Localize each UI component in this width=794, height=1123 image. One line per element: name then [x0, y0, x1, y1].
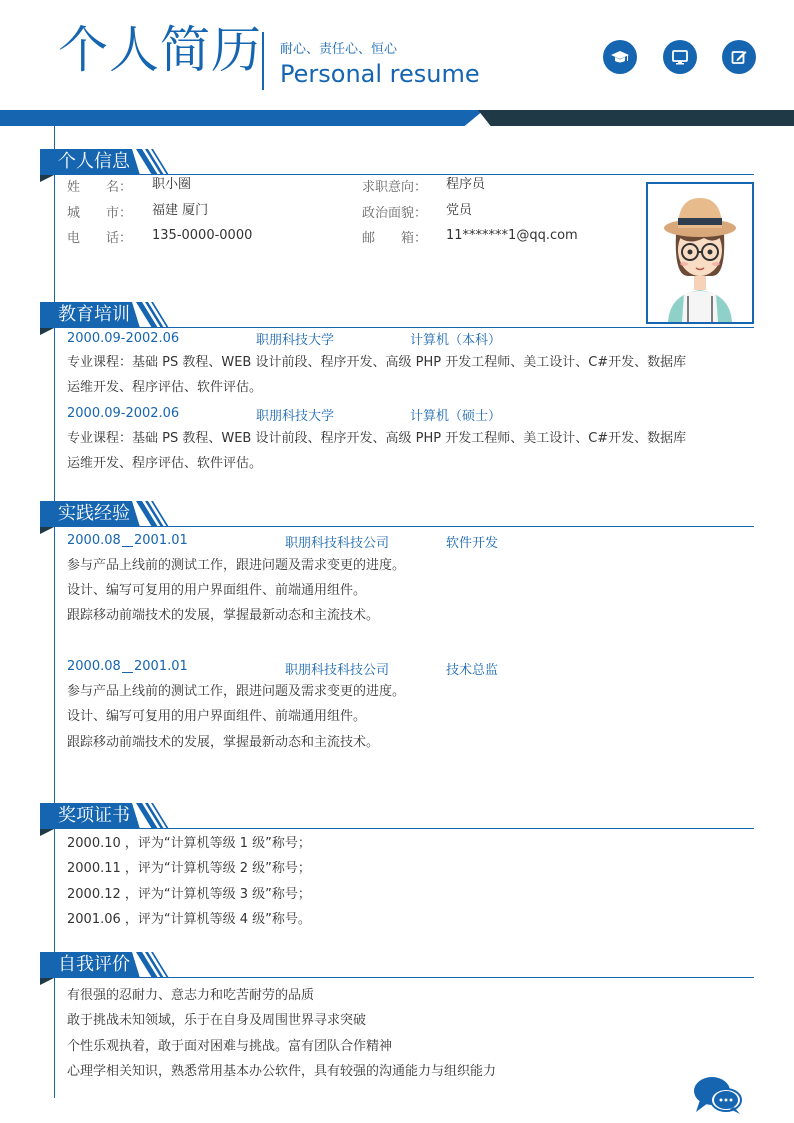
section-title: 个人信息 — [58, 151, 130, 172]
education-courses-cont: 运维开发、程序评估、软件评估。 — [67, 380, 263, 395]
experience-line: 参与产品上线前的测试工作，跟进问题及需求变更的进度。 — [67, 558, 406, 573]
education-period: 2000.09-2002.06 — [67, 406, 180, 421]
intent-value: 程序员 — [446, 177, 486, 192]
education-major: 计算机（硕士） — [410, 409, 502, 424]
email-value: 11*******1@qq.com — [446, 228, 578, 243]
politics-label: 政治面貌： — [362, 206, 428, 221]
experience-start: 2000.08 — [67, 659, 121, 674]
name-value: 职小圈 — [152, 177, 192, 192]
experience-start: 2000.08 — [67, 533, 121, 548]
section-title: 自我评价 — [58, 954, 130, 975]
tagline: 耐心、责任心、恒心 — [280, 42, 398, 57]
resume-title-english: Personal resume — [280, 60, 480, 88]
education-school: 职朋科技大学 — [256, 333, 335, 348]
chat-bubble-icon — [692, 1074, 744, 1116]
header-band-dark — [478, 110, 794, 126]
section-title: 奖项证书 — [58, 805, 130, 826]
experience-line: 参与产品上线前的测试工作，跟进问题及需求变更的进度。 — [67, 684, 406, 699]
experience-line: 设计、编写可复用的用户界面组件、前端通用组件。 — [67, 583, 367, 598]
experience-end: 2001.01 — [134, 533, 188, 548]
header-band-blue — [0, 110, 484, 126]
self-evaluation-item: 有很强的忍耐力、意志力和吃苦耐劳的品质 — [67, 988, 315, 1003]
date-dash — [122, 672, 133, 673]
award-item: 2000.12 ，评为“计算机等级 3 级”称号； — [67, 887, 311, 902]
name-label: 姓 名： — [67, 180, 133, 195]
resume-title: 个人简历 — [58, 21, 262, 79]
education-period: 2000.09-2002.06 — [67, 331, 180, 346]
graduation-cap-icon — [603, 40, 637, 74]
self-evaluation-item: 个性乐观执着，敢于面对困难与挑战。富有团队合作精神 — [67, 1039, 393, 1054]
section-title: 教育培训 — [58, 304, 130, 325]
section-header-self-evaluation — [40, 952, 754, 986]
experience-role: 软件开发 — [446, 536, 499, 551]
education-courses-cont: 运维开发、程序评估、软件评估。 — [67, 456, 263, 471]
experience-line: 跟踪移动前端技术的发展，掌握最新动态和主流技术。 — [67, 735, 380, 750]
city-value: 福建 厦门 — [152, 203, 209, 218]
date-dash — [122, 546, 133, 547]
education-courses: 专业课程：基础 PS 教程、WEB 设计前段、程序开发、高级 PHP 开发工程师、美工设计、C#开发、数据库 — [67, 431, 687, 446]
award-item: 2001.06 ，评为“计算机等级 4 级”称号。 — [67, 912, 311, 927]
section-header-awards — [40, 803, 754, 837]
self-evaluation-item: 心理学相关知识，熟悉常用基本办公软件，具有较强的沟通能力与组织能力 — [67, 1064, 497, 1079]
experience-line: 设计、编写可复用的用户界面组件、前端通用组件。 — [67, 709, 367, 724]
politics-value: 党员 — [446, 203, 473, 218]
intent-label: 求职意向： — [362, 180, 428, 195]
experience-line: 跟踪移动前端技术的发展，掌握最新动态和主流技术。 — [67, 608, 380, 623]
experience-company: 职朋科技科技公司 — [285, 663, 390, 678]
phone-label: 电 话： — [67, 231, 133, 246]
experience-role: 技术总监 — [446, 663, 499, 678]
phone-value: 135-0000-0000 — [152, 228, 253, 243]
city-label: 城 市： — [67, 206, 133, 221]
monitor-icon — [663, 40, 697, 74]
education-major: 计算机（本科） — [410, 333, 502, 348]
experience-end: 2001.01 — [134, 659, 188, 674]
section-header-experience — [40, 501, 754, 535]
education-school: 职朋科技大学 — [256, 409, 335, 424]
experience-company: 职朋科技科技公司 — [285, 536, 390, 551]
education-courses: 专业课程：基础 PS 教程、WEB 设计前段、程序开发、高级 PHP 开发工程师、美工设计、C#开发、数据库 — [67, 355, 687, 370]
award-item: 2000.11 ，评为“计算机等级 2 级”称号； — [67, 861, 311, 876]
edit-icon — [722, 40, 756, 74]
section-title: 实践经验 — [58, 503, 130, 524]
self-evaluation-item: 敢于挑战未知领域，乐于在自身及周围世界寻求突破 — [67, 1013, 367, 1028]
award-item: 2000.10 ，评为“计算机等级 1 级”称号； — [67, 836, 311, 851]
title-divider — [262, 32, 264, 90]
email-label: 邮 箱： — [362, 231, 428, 246]
